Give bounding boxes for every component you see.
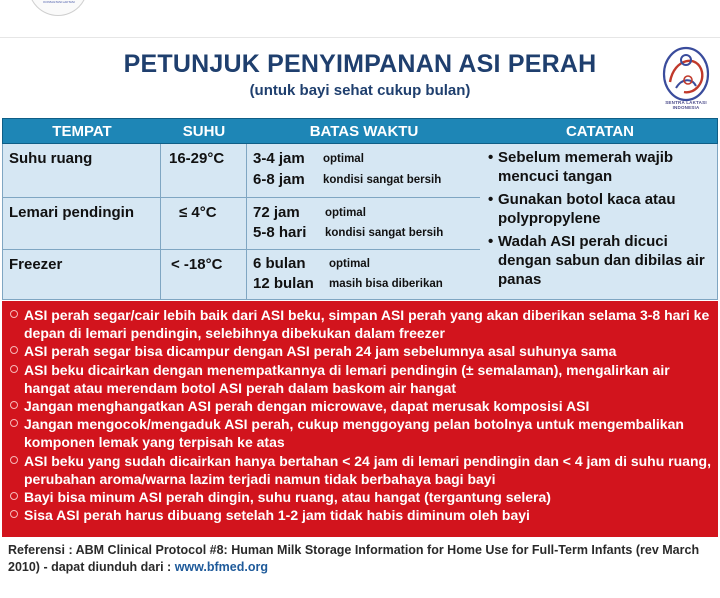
- tip-item: [8, 415, 712, 451]
- tip-text: ASI perah segar bisa dicampur dengan ASI perah 24 jam sebelumnya asal suhunya sama: [24, 343, 617, 360]
- column-divider: [246, 144, 247, 300]
- circle-bullet-icon: [10, 510, 18, 518]
- tips-panel: [2, 301, 718, 537]
- poster-image: [0, 38, 720, 580]
- tip-text: ASI beku yang sudah dicairkan hanya bertahan < 24 jam di lemari pendingin dan < 4 jam di suhu ruang, perubahan aroma/warna lazim terjadi namun tidak berbahaya bagi bayi: [24, 452, 711, 487]
- tip-text: Sisa ASI perah harus dibuang setelah 1-2 jam tidak habis diminum oleh bayi: [24, 507, 530, 524]
- tip-item: [8, 506, 712, 524]
- catatan-text: Gunakan botol kaca atau polypropylene: [498, 191, 676, 227]
- tip-item: [8, 397, 712, 415]
- tip-text: Jangan menghangatkan ASI perah dengan microwave, dapat merusak komposisi ASI: [24, 398, 590, 415]
- batas-waktu-time: 6 bulan: [253, 255, 306, 272]
- batas-waktu-time: 12 bulan: [253, 275, 314, 292]
- poster-title: PETUNJUK PENYIMPANAN ASI PERAH: [123, 50, 597, 78]
- circle-bullet-icon: [10, 365, 18, 373]
- catatan-item: • Wadah ASI perah dicuci dengan sabun dan dibilas air panas: [488, 233, 705, 288]
- column-divider: [160, 144, 161, 300]
- tempat-cell: Lemari pendingin: [9, 204, 135, 221]
- reference-note: [8, 542, 718, 576]
- suhu-cell: < -18°C: [171, 256, 223, 273]
- logo-caption: SENTRA LAKTASI INDONESIA: [665, 100, 707, 110]
- top-bar: [0, 0, 720, 38]
- batas-waktu-note: kondisi sangat bersih: [323, 174, 442, 186]
- batas-waktu-time: 72 jam: [253, 204, 300, 221]
- tip-item: [8, 488, 712, 506]
- column-header-suhu: SUHU: [182, 123, 226, 140]
- catatan-text: Sebelum memerah wajib mencuci tangan: [498, 149, 674, 185]
- circle-bullet-icon: [10, 419, 18, 427]
- column-header-tempat: TEMPAT: [52, 123, 112, 140]
- tempat-cell: Suhu ruang: [9, 150, 93, 167]
- bottom-strip: [0, 580, 720, 598]
- catatan-item: • Sebelum memerah wajib mencuci tangan: [488, 149, 674, 185]
- tip-item: [8, 361, 712, 397]
- tip-text: ASI beku dicairkan dengan menempatkannya di lemari pendingin (± semalaman), mengalirkan air hangat atau merendam botol ASI perah dalam baskom air hangat: [24, 361, 670, 396]
- circle-bullet-icon: [10, 346, 18, 354]
- reference-link[interactable]: www.bfmed.org: [174, 560, 268, 574]
- tip-text: Bayi bisa minum ASI perah dingin, suhu ruang, atau hangat (tergantung selera): [24, 489, 551, 506]
- circle-bullet-icon: [10, 492, 18, 500]
- batas-waktu-note: optimal: [323, 153, 364, 165]
- tip-item: [8, 306, 712, 342]
- avatar[interactable]: [28, 0, 88, 16]
- poster-subtitle: (untuk bayi sehat cukup bulan): [249, 82, 471, 99]
- batas-waktu-note: optimal: [329, 258, 370, 270]
- batas-waktu-note: masih bisa diberikan: [329, 278, 443, 290]
- storage-table: [2, 118, 718, 300]
- catatan-cell: [480, 144, 718, 300]
- batas-waktu-note: optimal: [325, 207, 366, 219]
- catatan-item: • Gunakan botol kaca atau polypropylene: [488, 191, 676, 227]
- suhu-cell: ≤ 4°C: [179, 204, 217, 221]
- circle-bullet-icon: [10, 456, 18, 464]
- column-header-catatan: CATATAN: [565, 123, 635, 140]
- batas-waktu-time: 5-8 hari: [253, 224, 307, 241]
- avatar-text: KONSULTASI LAKTASI: [43, 0, 75, 4]
- batas-waktu-time: 3-4 jam: [253, 150, 305, 167]
- column-header-batas-waktu: BATAS WAKTU: [309, 123, 419, 140]
- batas-waktu-time: 6-8 jam: [253, 171, 305, 188]
- tempat-cell: Freezer: [9, 256, 63, 273]
- tip-item: [8, 342, 712, 360]
- table-header: [2, 118, 718, 144]
- circle-bullet-icon: [10, 310, 18, 318]
- circle-bullet-icon: [10, 401, 18, 409]
- tip-item: [8, 452, 712, 488]
- tip-text: ASI perah segar/cair lebih baik dari ASI beku, simpan ASI perah yang akan diberikan selama 3-8 hari ke depan di lemari pendingin, selebihnya dibekukan dalam freezer: [24, 307, 710, 342]
- catatan-text: Wadah ASI perah dicuci dengan sabun dan dibilas air panas: [498, 233, 705, 288]
- tip-text: Jangan mengocok/mengaduk ASI perah, cukup menggoyang pelan botolnya untuk mengembalikan komponen lemak yang terpisah ke atas: [24, 416, 684, 451]
- batas-waktu-note: kondisi sangat bersih: [325, 227, 444, 239]
- reference-text: Referensi : ABM Clinical Protocol #8: Human Milk Storage Information for Home Use for Full-Term Infants (rev March 2010) - dapat diunduh dari :: [8, 543, 700, 574]
- suhu-cell: 16-29°C: [169, 150, 225, 167]
